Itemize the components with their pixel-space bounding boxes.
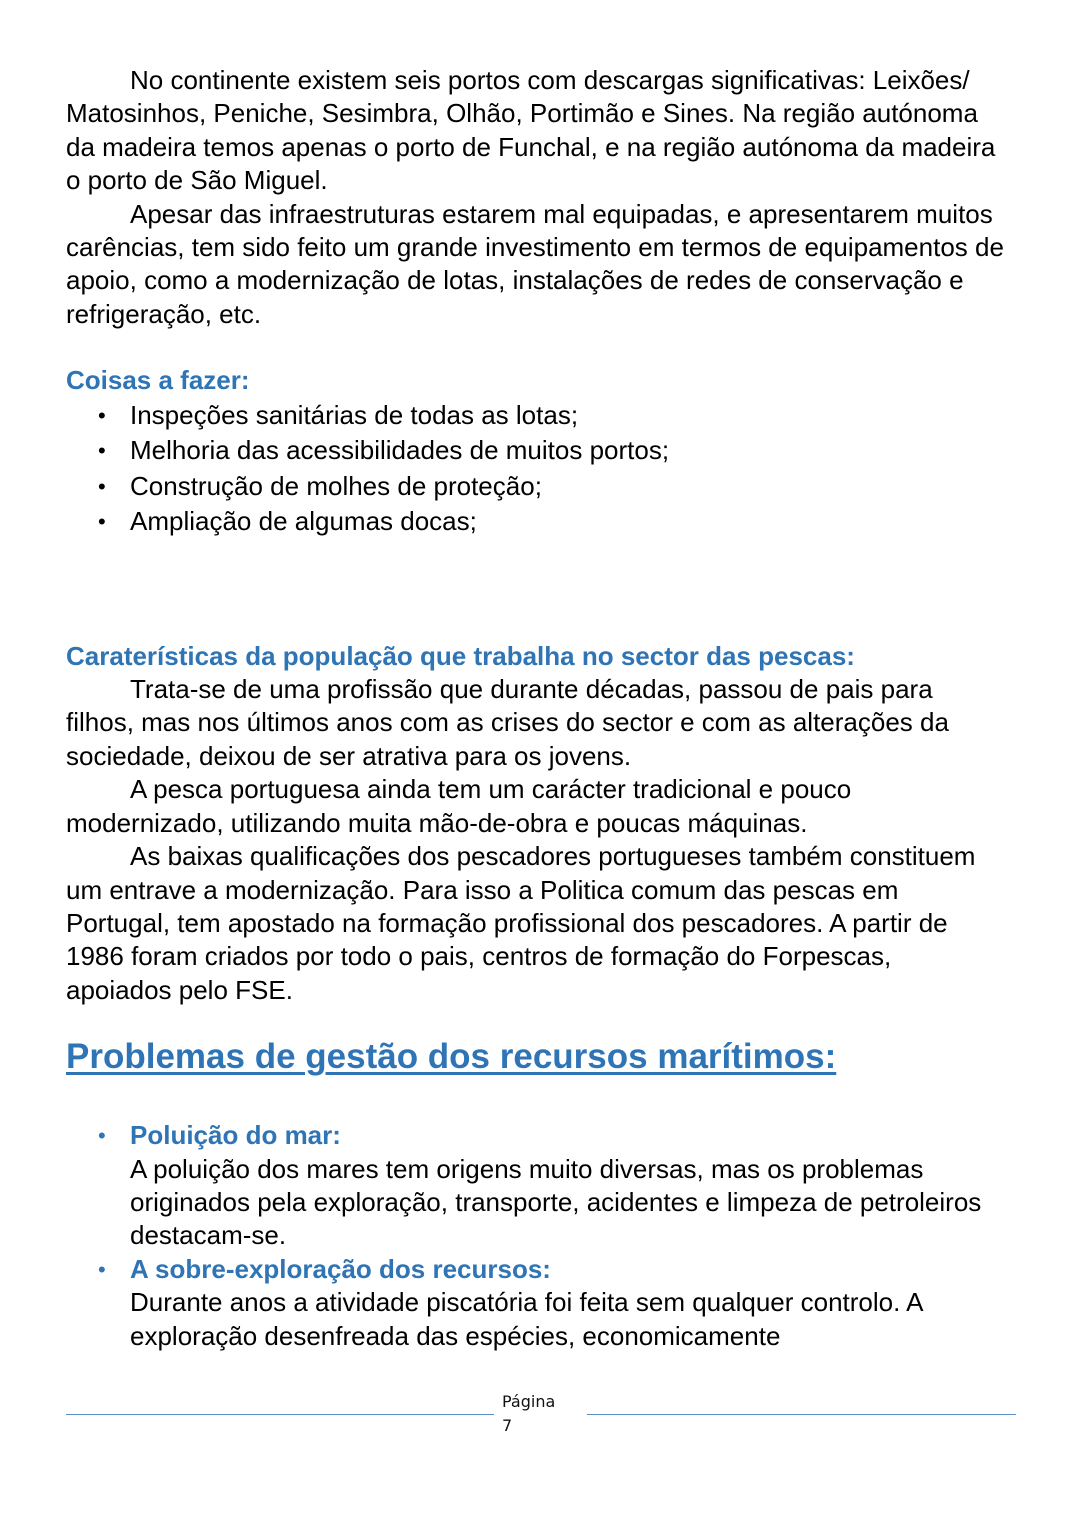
list-item: • Inspeções sanitárias de todas as lotas; [66, 398, 1016, 434]
intro-paragraph-1: No continente existem seis portos com descargas significativas: Leixões/ Matosinhos, Peniche, Sesimbra, Olhão, Portimão e Sines. Na região autónoma da madeira temos apenas o porto de Funchal, e na região autónoma da madeira o porto de São Miguel. [66, 65, 996, 196]
footer-divider-right [587, 1414, 1016, 1415]
population-paragraph-2: A pesca portuguesa ainda tem um carácter tradicional e pouco modernizado, utilizando muita mão-de-obra e poucas máquinas. [66, 774, 852, 838]
page-footer [66, 1390, 1016, 1440]
problem-item-overexploitation [66, 1253, 1010, 1353]
footer-divider-left [66, 1414, 494, 1415]
population-paragraph-1: Trata-se de uma profissão que durante décadas, passou de pais para filhos, mas nos últimos anos com as crises do sector e com as alterações da sociedade, deixou de ser atrativa para os jovens. [66, 674, 949, 771]
list-item: • Construção de molhes de proteção; [66, 469, 1016, 505]
bullet-icon: • [98, 438, 106, 464]
bullet-icon: • [98, 509, 106, 535]
population-heading: Caraterísticas da população que trabalha no sector das pescas: [66, 640, 855, 671]
list-item: • Ampliação de algumas docas; [66, 504, 1016, 540]
population-section [66, 640, 1001, 1007]
todo-section [66, 364, 1016, 539]
intro-paragraph-2: Apesar das infraestruturas estarem mal equipadas, e apresentarem muitos carências, tem sido feito um grande investimento em termos de equipamentos de apoio, como a modernização de lotas, instalações de redes de conservação e refrigeração, etc. [66, 198, 1004, 329]
bullet-icon: • [98, 1256, 106, 1282]
bullet-icon: • [98, 473, 106, 499]
todo-heading: Coisas a fazer: [66, 365, 250, 396]
todo-list [66, 398, 1016, 540]
population-paragraph-3: As baixas qualificações dos pescadores portugueses também constituem um entrave a modernização. Para isso a Politica comum das pescas em Portugal, tem apostado na formação profissional dos pescadores. A partir de 1986 foram criados por todo o pais, centros de formação do Forpescas, apoiados pelo FSE. [66, 841, 976, 1005]
problem-title: Poluição do mar: [130, 1120, 341, 1151]
problem-text: A poluição dos mares tem origens muito diversas, mas os problemas originados pela exploração, transporte, acidentes e limpeza de petroleiros destacam-se. [130, 1153, 982, 1251]
problems-section [66, 1037, 1016, 1353]
problem-item-pollution [66, 1119, 1010, 1253]
page-number: Página 7 [502, 1392, 556, 1435]
problems-heading: Problemas de gestão dos recursos marítimos: [66, 1037, 837, 1077]
problem-text: Durante anos a atividade piscatória foi feita sem qualquer controlo. A exploração desenfreada das espécies, economicamente [130, 1287, 923, 1351]
list-item: • Melhoria das acessibilidades de muitos portos; [66, 433, 1016, 469]
problem-title: A sobre-exploração dos recursos: [130, 1253, 551, 1284]
document-page [66, 64, 1016, 1353]
bullet-icon: • [98, 1123, 106, 1149]
bullet-icon: • [98, 402, 106, 428]
intro-section [66, 64, 1006, 331]
